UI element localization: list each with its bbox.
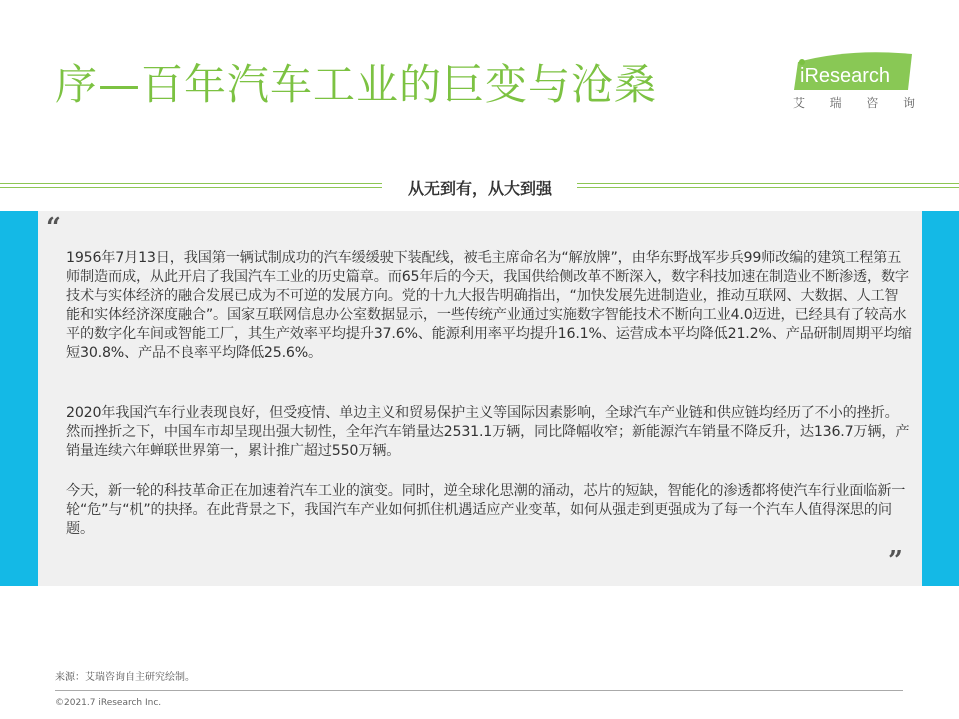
quote-paragraph-2: 2020年我国汽车行业表现良好，但受疫情、单边主义和贸易保护主义等国际因素影响，全球汽车产业链和供应链均经历了不小的挫折。然而挫折之下，中国车市却呈现出强大韧性，全年汽车销量达2531.1万辆，同比降幅收窄；新能源汽车销量不降反升，达136.7万辆，产销量连续六年蝉联世界第一，累计推广超过550万辆。 — [66, 405, 910, 459]
copyright-text: ©2021.7 iResearch Inc. — [55, 698, 162, 708]
section-divider — [0, 176, 959, 198]
logo-char-4: 询 — [902, 96, 915, 110]
open-quote-mark: “ — [46, 213, 61, 243]
divider-line-left-bottom — [0, 187, 382, 188]
accent-bar-left — [0, 211, 38, 586]
logo-char-2: 瑞 — [829, 96, 842, 110]
quote-paragraph-1: 1956年7月13日，我国第一辆试制成功的汽车缓缓驶下装配线，被毛主席命名为“解放牌”，由华东野战军步兵99师改编的建筑工程第五师制造而成，从此开启了我国汽车工业的历史篇章。而65年后的今天，我国供给侧改革不断深入，数字科技加速在制造业不断渗透，数字技术与实体经济的融合发展已成为不可逆的发展方向。党的十九大报告明确指出，“加快发展先进制造业，推动互联网、大数据、人工智能和实体经济深度融合”。国家互联网信息办公室数据显示，一些传统产业通过实施数字智能技术不断向工业4.0迈进，已经具有了较高水平的数字化车间或智能工厂，其生产效率平均提升37.6%、能源利用率平均提升16.1%、运营成本平均降低21.2%、产品研制周期平均缩短30.8%、产品不良率平均降低25.6%。 — [66, 250, 912, 361]
footer-divider — [55, 690, 903, 691]
iresearch-logo — [790, 50, 915, 110]
logo-subtitle — [793, 94, 915, 111]
quote-paragraph-3: 今天，新一轮的科技革命正在加速着汽车工业的演变。同时，逆全球化思潮的涌动，芯片的短缺，智能化的渗透都将使汽车行业面临新一轮“危”与“机”的抉择。在此背景之下，我国汽车产业如何抓住机遇适应产业变革，如何从强走到更强成为了每一个汽车人值得深思的问题。 — [66, 483, 906, 537]
logo-mark — [790, 50, 915, 94]
divider-line-left-top — [0, 183, 382, 184]
logo-char-3: 咨 — [866, 96, 879, 110]
logo-char-1: 艾 — [793, 96, 806, 110]
close-quote-mark: ” — [888, 546, 903, 576]
divider-line-right-top — [577, 183, 959, 184]
source-note: 来源：艾瑞咨询自主研究绘制。 — [55, 672, 195, 683]
divider-line-right-bottom — [577, 187, 959, 188]
section-heading: 从无到有，从大到强 — [407, 179, 552, 198]
logo-brand-text: iResearch — [800, 65, 891, 87]
accent-bar-right — [922, 211, 959, 586]
slide-title: 序—百年汽车工业的巨变与沧桑 — [55, 60, 658, 109]
